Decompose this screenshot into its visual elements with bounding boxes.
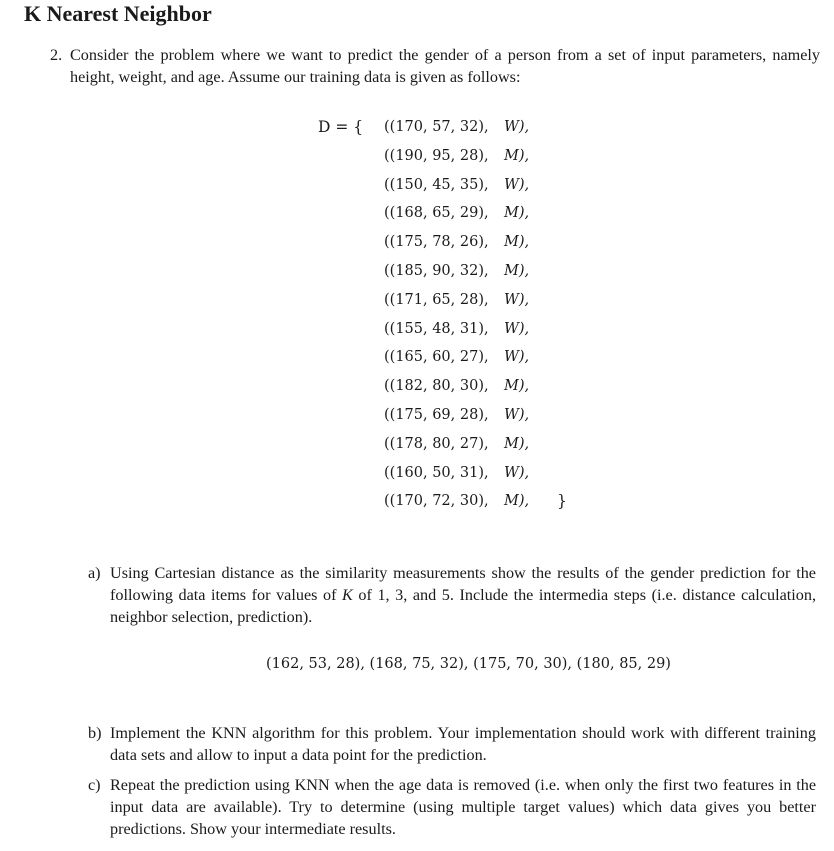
dataset-row-label: W), (504, 407, 530, 423)
dataset-row (384, 202, 529, 224)
part-b-letter: b) (88, 724, 102, 742)
dataset-row (384, 462, 529, 484)
part-a-text-2: of 1, 3, and 5. Include the intermedia steps (i.e. distance calculation, neighbor selection, prediction). (110, 586, 816, 626)
dataset-row (384, 116, 529, 138)
dataset-row-tuple: ((175, 69, 28), (384, 407, 489, 423)
dataset-row-tuple: ((185, 90, 32), (384, 263, 489, 279)
dataset-row-label: W), (504, 320, 530, 337)
dataset-row-tuple: ((155, 48, 31), (384, 320, 489, 337)
dataset-row-tuple: ((182, 80, 30), (384, 378, 489, 395)
dataset-row (384, 231, 529, 253)
dataset-row (384, 404, 529, 426)
dataset-row-label: M), (504, 263, 530, 279)
dataset-row-label: M), (504, 493, 530, 510)
dataset-row-label: W), (504, 119, 530, 135)
dataset-row-tuple: ((190, 95, 28), (384, 147, 489, 164)
dataset-row-label: M), (504, 234, 530, 251)
dataset-row-tuple: ((170, 57, 32), (384, 119, 489, 135)
dataset-row (384, 375, 529, 397)
dataset-row (384, 318, 529, 340)
dataset-close-brace: } (557, 492, 567, 510)
dataset-row-tuple: ((160, 50, 31), (384, 464, 489, 481)
dataset-prefix: D = { (318, 118, 364, 136)
dataset-row-tuple: ((165, 60, 27), (384, 349, 489, 366)
dataset-row (384, 174, 529, 196)
part-b-text: Implement the KNN algorithm for this problem. Your implementation should work with different training data sets and allow to input a data point for the prediction. (110, 724, 816, 764)
test-points: (162, 53, 28), (168, 75, 32), (175, 70, 30), (180, 85, 29) (266, 656, 671, 672)
part-a-k-variable: K (342, 586, 353, 604)
dataset-row-label: W), (504, 291, 530, 308)
dataset-row-tuple: ((178, 80, 27), (384, 435, 489, 452)
part-a-text (110, 562, 816, 628)
dataset-row-tuple: ((175, 78, 26), (384, 234, 489, 251)
dataset-row-tuple: ((170, 72, 30), (384, 493, 489, 510)
dataset-row-tuple: ((171, 65, 28), (384, 291, 489, 308)
dataset-row-tuple: ((150, 45, 35), (384, 176, 489, 193)
dataset-row-label: M), (504, 205, 530, 222)
dataset-row (384, 490, 529, 512)
dataset-row-tuple: ((168, 65, 29), (384, 205, 489, 222)
question-number: 2. (50, 46, 63, 64)
part-a-letter: a) (88, 564, 101, 582)
page-title: K Nearest Neighbor (24, 1, 212, 26)
dataset-row-label: M), (504, 435, 530, 452)
dataset-row-label: M), (504, 378, 530, 395)
dataset-row (384, 260, 529, 282)
dataset-row-label: W), (504, 349, 530, 366)
dataset-row (384, 433, 529, 455)
dataset-row-label: W), (504, 464, 530, 481)
dataset-row (384, 289, 529, 311)
part-c-letter: c) (88, 776, 101, 794)
dataset-row-label: W), (504, 176, 530, 193)
dataset-row (384, 346, 529, 368)
dataset-row (384, 145, 529, 167)
question-intro: Consider the problem where we want to predict the gender of a person from a set of input parameters, namely height, weight, and age. Assume our training data is given as follows: (70, 46, 820, 86)
dataset-row-label: M), (504, 147, 530, 164)
part-a-text-1: Using Cartesian distance as the similarity measurements show the results of the gender prediction for the following data items for values of (110, 564, 816, 604)
part-c-text: Repeat the prediction using KNN when the age data is removed (i.e. when only the first two features in the input data are available). Try to determine (using multiple target values) which data gives you better predictions. Show your intermediate results. (110, 776, 816, 838)
